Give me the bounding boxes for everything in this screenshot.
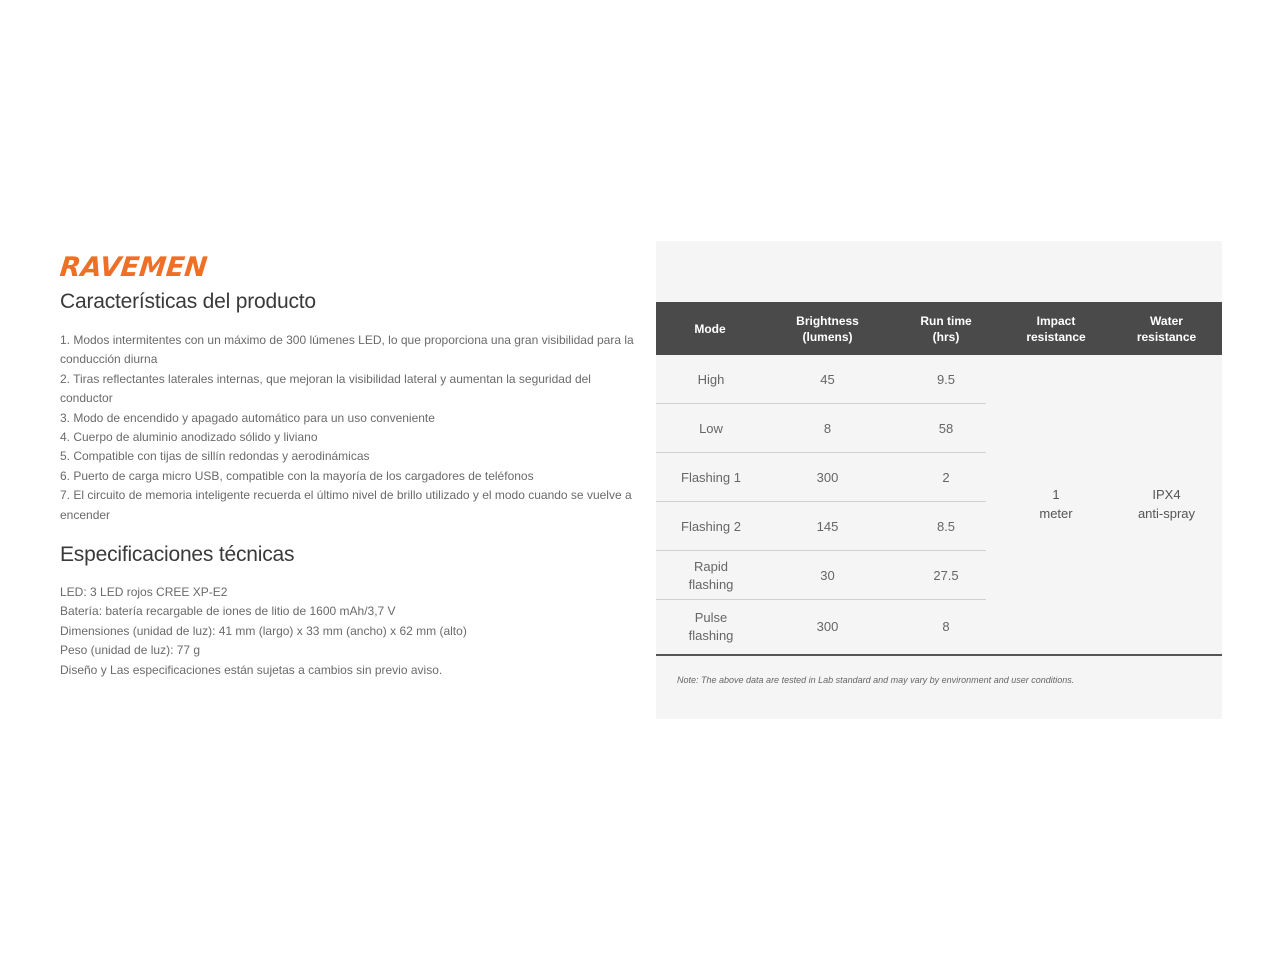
spec-item: Peso (unidad de luz): 77 g — [60, 643, 201, 658]
brand-logo: RAVEMEN — [58, 252, 209, 283]
cell-brightness: 45 — [820, 371, 835, 387]
header-brightness: Brightness (lumens) — [796, 313, 859, 344]
spec-table — [656, 302, 1222, 653]
cell-brightness: 300 — [816, 469, 839, 485]
cell-runtime: 2 — [942, 469, 950, 485]
cell-brightness: 145 — [816, 518, 839, 534]
feature-item: 2. Tiras reflectantes laterales internas, que mejoran la visibilidad lateral y aumentan la seguridad del conductor — [60, 371, 591, 406]
feature-item: 1. Modos intermitentes con un máximo de 300 lúmenes LED, lo que proporciona una gran visibilidad para la conducción diurna — [60, 333, 634, 367]
cell-runtime: 8.5 — [936, 518, 956, 534]
cell-runtime: 27.5 — [933, 567, 959, 583]
product-info — [60, 252, 640, 680]
header-water: Water resistance — [1136, 313, 1197, 344]
cell-brightness: 8 — [823, 420, 832, 436]
features-list — [60, 331, 640, 525]
table-note: Note: The above data are tested in Lab standard and may vary by environment and user conditions. — [677, 675, 1075, 685]
feature-item: 3. Modo de encendido y apagado automático para un uso conveniente — [60, 410, 435, 425]
header-runtime: Run time (hrs) — [920, 313, 972, 344]
cell-brightness: 30 — [820, 567, 835, 583]
cell-water: IPX4 anti-spray — [1137, 487, 1196, 521]
cell-brightness: 300 — [816, 618, 839, 634]
feature-item: 5. Compatible con tijas de sillín redondas y aerodinámicas — [60, 449, 370, 464]
spec-item: Batería: batería recargable de iones de litio de 1600 mAh/3,7 V — [60, 604, 396, 619]
cell-mode: Rapid flashing — [688, 558, 734, 592]
header-impact: Impact resistance — [1026, 313, 1086, 344]
features-title: Características del producto — [60, 290, 316, 313]
spec-item: Dimensiones (unidad de luz): 41 mm (largo) x 33 mm (ancho) x 62 mm (alto) — [60, 623, 467, 638]
spec-item: Diseño y Las especificaciones están sujetas a cambios sin previo aviso. — [60, 662, 443, 677]
cell-impact: 1 meter — [1039, 487, 1073, 521]
cell-runtime: 9.5 — [936, 371, 956, 387]
table-bottom-rule — [656, 654, 1222, 656]
feature-item: 6. Puerto de carga micro USB, compatible con la mayoría de los cargadores de teléfonos — [60, 468, 534, 483]
cell-mode: Flashing 1 — [681, 469, 741, 485]
cell-runtime: 58 — [938, 420, 954, 436]
cell-mode: Low — [699, 420, 723, 436]
feature-item: 4. Cuerpo de aluminio anodizado sólido y liviano — [60, 430, 318, 445]
spec-table-panel — [656, 241, 1222, 719]
cell-mode: Flashing 2 — [681, 518, 741, 534]
specs-title: Especificaciones técnicas — [60, 543, 295, 567]
cell-mode: Pulse flashing — [688, 609, 734, 643]
specs-list — [60, 583, 640, 680]
header-mode: Mode — [694, 321, 726, 336]
feature-item: 7. El circuito de memoria inteligente recuerda el último nivel de brillo utilizado y el modo cuando se vuelve a encender — [60, 488, 632, 522]
table-header — [656, 302, 1222, 355]
spec-item: LED: 3 LED rojos CREE XP-E2 — [60, 585, 228, 600]
cell-runtime: 8 — [942, 618, 950, 634]
cell-mode: High — [697, 371, 725, 387]
